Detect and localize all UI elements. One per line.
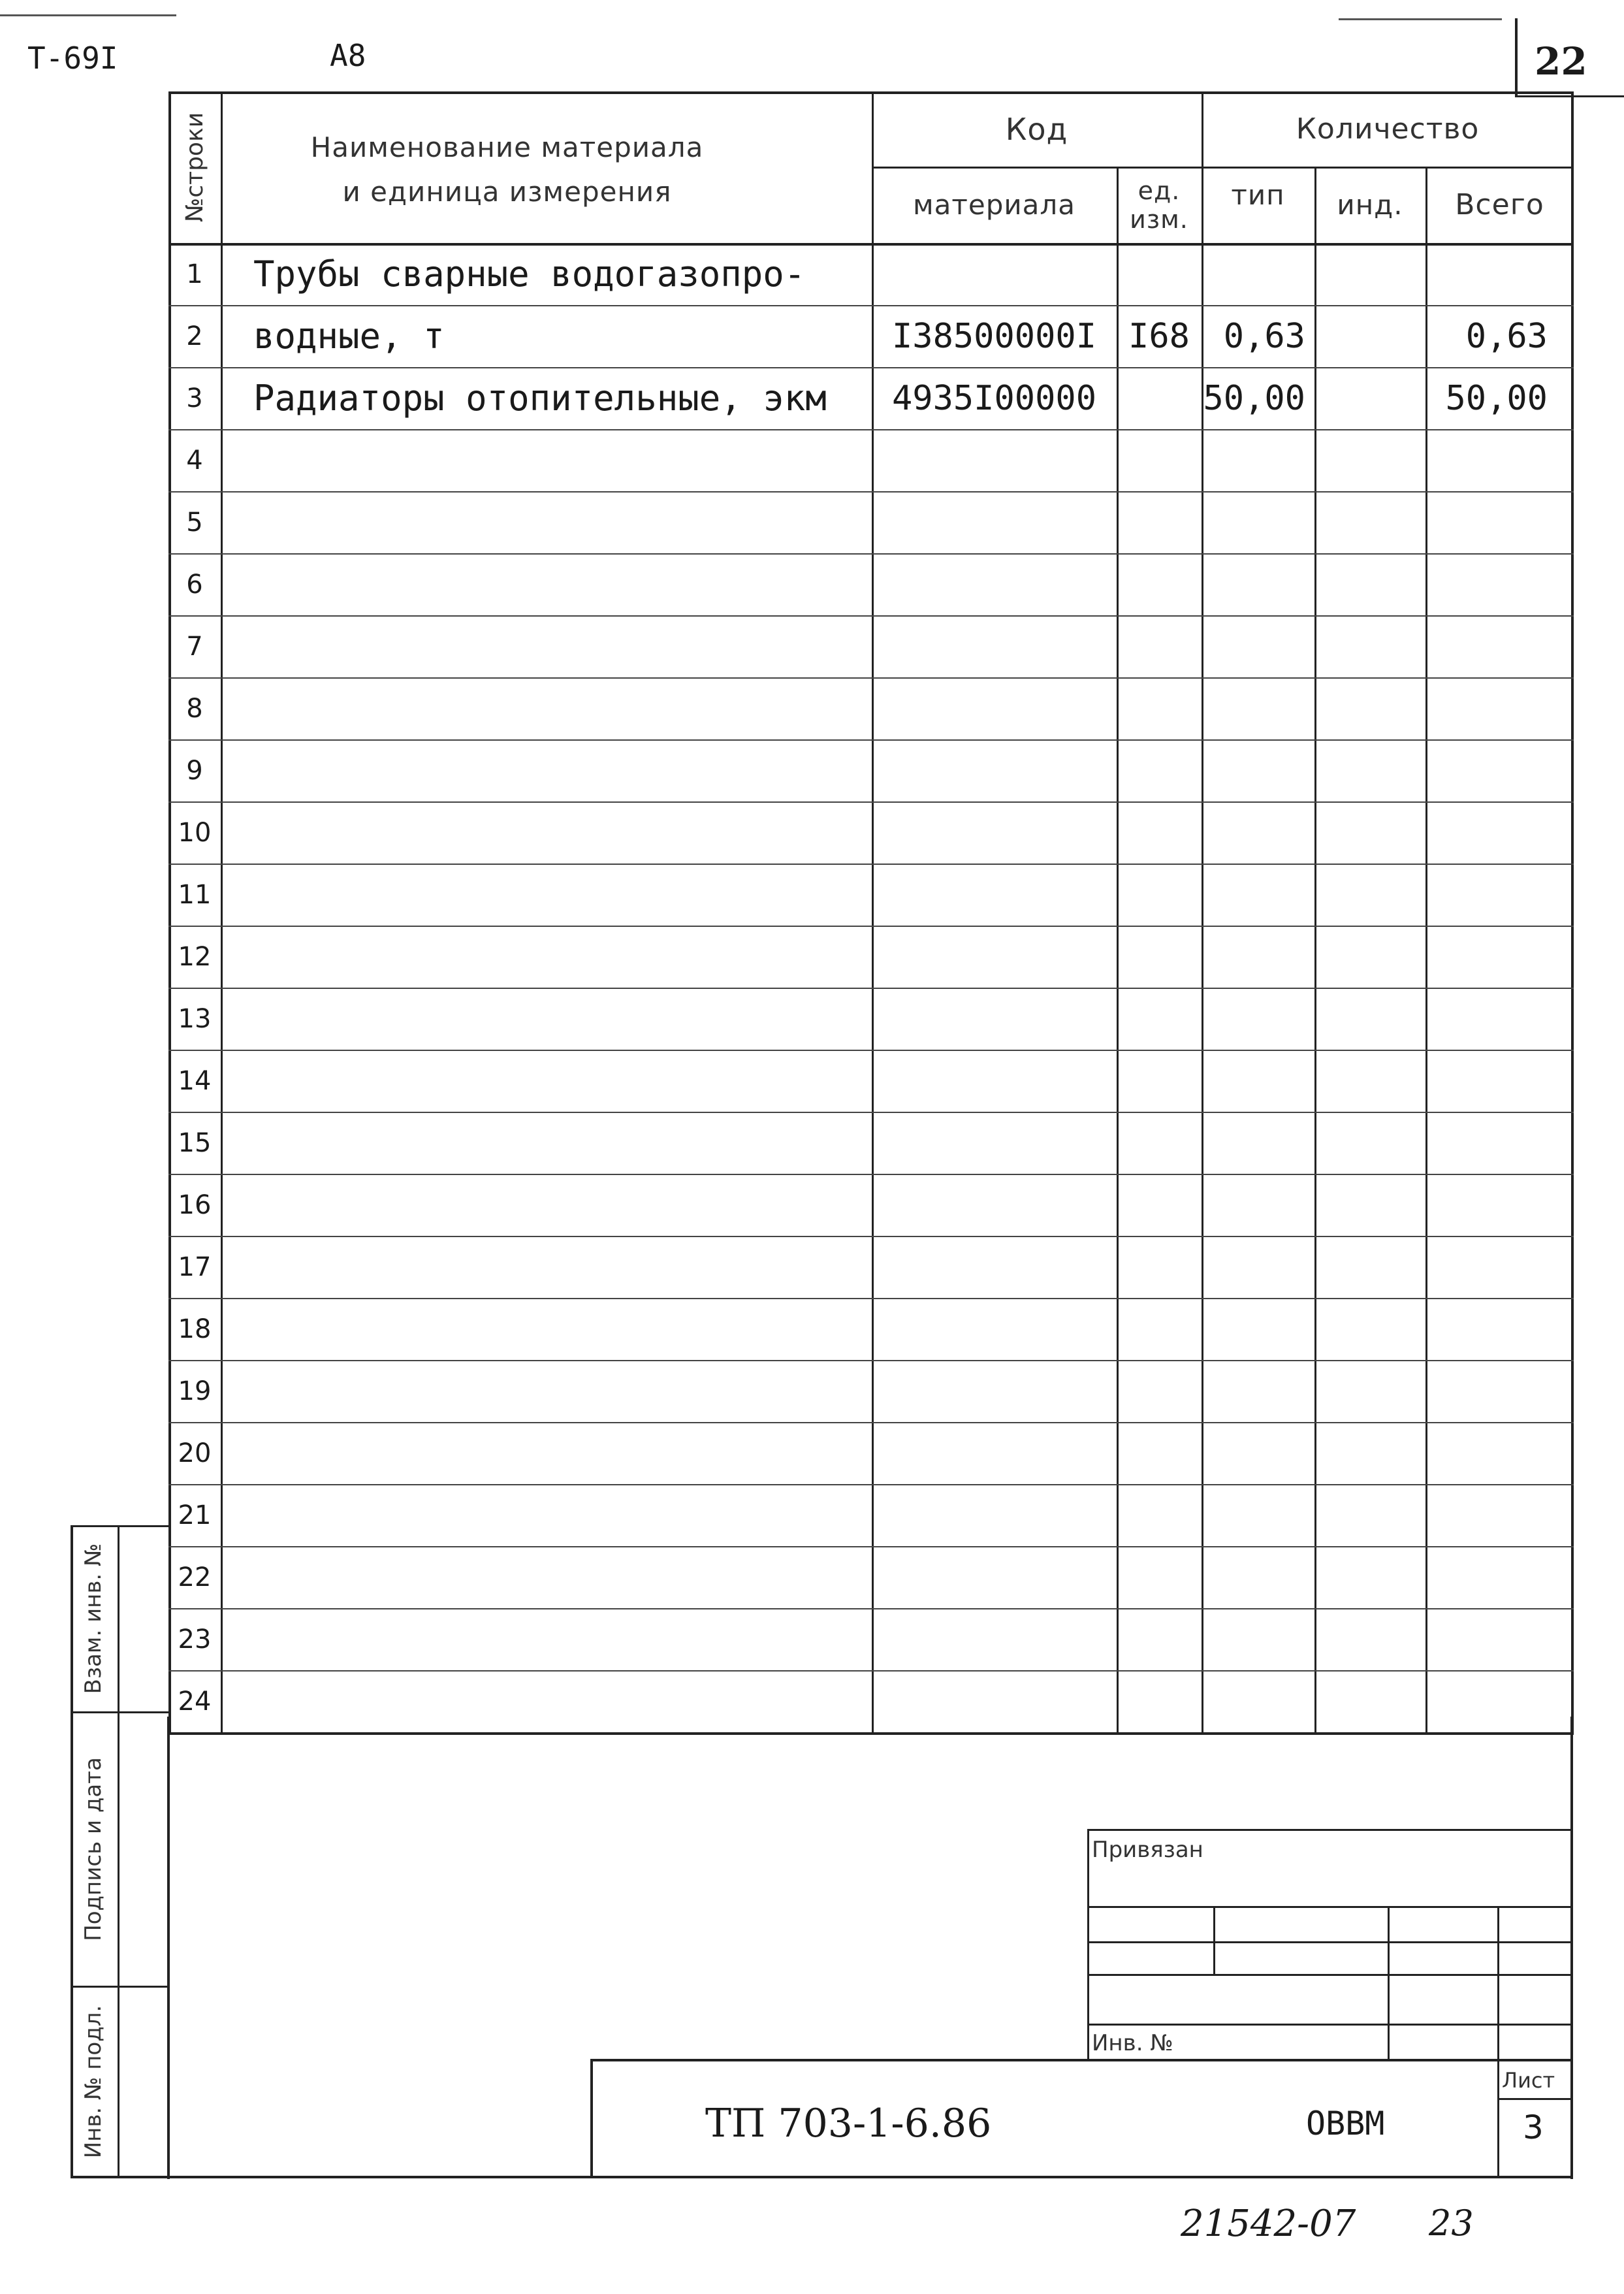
- row-unit-code: [1117, 1670, 1202, 1732]
- row-qty-total: [1425, 1298, 1574, 1360]
- row-qty-typ: [1202, 801, 1314, 864]
- row-qty-total: [1425, 553, 1574, 615]
- row-number: 10: [178, 817, 212, 848]
- row-material-name: [221, 615, 872, 677]
- row-material-name: [221, 1174, 872, 1236]
- row-number: 18: [178, 1314, 212, 1344]
- row-qty-typ: [1202, 1670, 1314, 1732]
- row-qty-total: [1425, 491, 1574, 553]
- row-material-name: [221, 1298, 872, 1360]
- row-qty-typ: [1202, 1546, 1314, 1608]
- corner-sheet-number: 22: [1535, 39, 1587, 84]
- row-qty-typ: [1202, 1112, 1314, 1174]
- row-material-code: [872, 1670, 1117, 1732]
- row-material-code: [872, 1050, 1117, 1112]
- privyazan-label: Привязан: [1092, 1837, 1203, 1863]
- row-qty-ind: [1314, 615, 1425, 677]
- row-qty-ind: [1314, 1112, 1425, 1174]
- row-unit-code: [1117, 926, 1202, 988]
- row-qty-ind: [1314, 1670, 1425, 1732]
- stamp-inv-podl: Инв. № подл.: [80, 2005, 106, 2159]
- row-qty-ind: [1314, 243, 1425, 305]
- row-material-code: [872, 739, 1117, 801]
- row-qty-typ: [1202, 1422, 1314, 1484]
- row-qty-ind: [1314, 1484, 1425, 1546]
- row-material-code: [872, 864, 1117, 926]
- row-unit-code: [1117, 1050, 1202, 1112]
- row-qty-total: [1425, 1360, 1574, 1422]
- row-qty-total: [1425, 677, 1574, 739]
- row-number: 20: [178, 1438, 212, 1468]
- row-material-name: [221, 864, 872, 926]
- row-material-name: [221, 1236, 872, 1298]
- row-qty-total: [1425, 1484, 1574, 1546]
- row-number: 11: [178, 879, 212, 910]
- sheet-value: 3: [1523, 2108, 1544, 2146]
- row-qty-total: 50,00: [1445, 378, 1548, 418]
- row-qty-ind: [1314, 1050, 1425, 1112]
- row-number: 12: [178, 941, 212, 972]
- row-material-name: [221, 1050, 872, 1112]
- row-unit-code: [1117, 988, 1202, 1050]
- row-qty-typ: [1202, 1484, 1314, 1546]
- row-qty-total: [1425, 1422, 1574, 1484]
- row-qty-typ: [1202, 553, 1314, 615]
- row-material-code: [872, 801, 1117, 864]
- row-material-name: [221, 1546, 872, 1608]
- row-material-name: [221, 801, 872, 864]
- row-material-code: [872, 1484, 1117, 1546]
- row-material-name: [221, 429, 872, 491]
- sheet-label: Лист: [1502, 2068, 1555, 2093]
- footer-page-number: 23: [1429, 2203, 1474, 2244]
- row-material-name: Радиаторы отопительные, экм: [253, 378, 827, 419]
- row-qty-typ: [1202, 988, 1314, 1050]
- row-material-code: [872, 1112, 1117, 1174]
- row-qty-typ: [1202, 491, 1314, 553]
- row-material-name: [221, 1112, 872, 1174]
- row-material-code: 4935I00000: [891, 378, 1097, 418]
- row-number: 1: [186, 259, 203, 289]
- row-qty-total: [1425, 1670, 1574, 1732]
- row-qty-typ: [1202, 1608, 1314, 1670]
- row-qty-typ: [1202, 677, 1314, 739]
- row-qty-ind: [1314, 1360, 1425, 1422]
- row-qty-ind: [1314, 677, 1425, 739]
- row-qty-ind: [1314, 1236, 1425, 1298]
- row-qty-ind: [1314, 305, 1425, 367]
- row-qty-typ: 0,63: [1223, 316, 1305, 356]
- row-qty-total: [1425, 926, 1574, 988]
- row-material-name: [221, 739, 872, 801]
- row-unit-code: [1117, 677, 1202, 739]
- header-unit: ед. изм.: [1130, 176, 1188, 234]
- row-number: 22: [178, 1562, 212, 1592]
- row-material-name: [221, 491, 872, 553]
- row-number: 16: [178, 1189, 212, 1220]
- row-qty-typ: [1202, 864, 1314, 926]
- row-number: 17: [178, 1252, 212, 1282]
- header-quantity: Количество: [1296, 112, 1480, 146]
- row-material-name: [221, 1670, 872, 1732]
- row-number: 14: [178, 1065, 212, 1096]
- row-material-code: [872, 1236, 1117, 1298]
- row-qty-total: [1425, 864, 1574, 926]
- row-unit-code: [1117, 739, 1202, 801]
- row-qty-total: [1425, 1546, 1574, 1608]
- row-material-code: [872, 243, 1117, 305]
- row-unit-code: I68: [1128, 316, 1190, 356]
- row-material-code: [872, 926, 1117, 988]
- archive-number: 21542-07: [1181, 2203, 1356, 2245]
- row-material-name: Трубы сварные водогазопро-: [253, 253, 806, 295]
- row-qty-ind: [1314, 1608, 1425, 1670]
- row-qty-ind: [1314, 1298, 1425, 1360]
- row-material-code: [872, 1298, 1117, 1360]
- row-material-code: [872, 553, 1117, 615]
- row-number: 15: [178, 1127, 212, 1158]
- row-material-name: [221, 553, 872, 615]
- row-unit-code: [1117, 1298, 1202, 1360]
- row-material-name: [221, 1484, 872, 1546]
- corner-box-left: [1515, 18, 1518, 97]
- row-material-name: [221, 1422, 872, 1484]
- row-qty-ind: [1314, 864, 1425, 926]
- row-qty-ind: [1314, 801, 1425, 864]
- row-qty-ind: [1314, 926, 1425, 988]
- row-qty-total: 0,63: [1465, 316, 1548, 356]
- header-typ: тип: [1231, 179, 1285, 211]
- row-qty-typ: [1202, 926, 1314, 988]
- row-qty-typ: 50,00: [1203, 378, 1305, 418]
- header-name: Наименование материала и единица измерения: [310, 131, 704, 208]
- row-qty-total: [1425, 801, 1574, 864]
- row-qty-total: [1425, 243, 1574, 305]
- row-unit-code: [1117, 1608, 1202, 1670]
- row-qty-ind: [1314, 429, 1425, 491]
- row-material-code: [872, 1174, 1117, 1236]
- row-qty-total: [1425, 615, 1574, 677]
- row-unit-code: [1117, 1360, 1202, 1422]
- row-unit-code: [1117, 1422, 1202, 1484]
- row-material-code: [872, 1608, 1117, 1670]
- header-material: материала: [912, 189, 1075, 221]
- row-qty-ind: [1314, 1546, 1425, 1608]
- document-mark: ОВВМ: [1306, 2105, 1385, 2142]
- row-material-name: [221, 1360, 872, 1422]
- row-material-code: I38500000I: [891, 316, 1097, 356]
- row-qty-ind: [1314, 988, 1425, 1050]
- row-material-code: [872, 615, 1117, 677]
- row-material-name: [221, 926, 872, 988]
- row-material-code: [872, 1360, 1117, 1422]
- row-unit-code: [1117, 801, 1202, 864]
- row-qty-ind: [1314, 553, 1425, 615]
- row-qty-ind: [1314, 491, 1425, 553]
- row-unit-code: [1117, 864, 1202, 926]
- row-unit-code: [1117, 1236, 1202, 1298]
- stamp-vzam-inv: Взам. инв. №: [80, 1543, 106, 1694]
- document-code: Т-69I: [27, 40, 118, 76]
- table-border-bottom: [168, 1732, 1574, 1735]
- row-qty-ind: [1314, 367, 1425, 429]
- row-qty-total: [1425, 1236, 1574, 1298]
- row-material-code: [872, 988, 1117, 1050]
- row-qty-typ: [1202, 615, 1314, 677]
- row-material-code: [872, 429, 1117, 491]
- row-qty-typ: [1202, 243, 1314, 305]
- row-material-code: [872, 1422, 1117, 1484]
- row-unit-code: [1117, 553, 1202, 615]
- row-qty-total: [1425, 429, 1574, 491]
- row-material-name: [221, 988, 872, 1050]
- row-qty-total: [1425, 988, 1574, 1050]
- row-qty-total: [1425, 1608, 1574, 1670]
- row-qty-total: [1425, 1112, 1574, 1174]
- row-number: 13: [178, 1003, 212, 1034]
- row-unit-code: [1117, 243, 1202, 305]
- row-unit-code: [1117, 367, 1202, 429]
- row-qty-typ: [1202, 1360, 1314, 1422]
- row-qty-typ: [1202, 739, 1314, 801]
- header-row-number: №строки: [181, 112, 208, 223]
- row-number: 23: [178, 1624, 212, 1655]
- row-unit-code: [1117, 1546, 1202, 1608]
- row-qty-ind: [1314, 1174, 1425, 1236]
- row-number: 3: [186, 383, 203, 413]
- inv-no-label: Инв. №: [1092, 2030, 1173, 2056]
- row-number: 6: [186, 569, 203, 600]
- row-material-code: [872, 677, 1117, 739]
- row-material-name: водные, т: [253, 315, 445, 357]
- row-qty-typ: [1202, 1236, 1314, 1298]
- row-number: 7: [186, 631, 203, 662]
- row-number: 4: [186, 445, 203, 476]
- row-qty-ind: [1314, 1422, 1425, 1484]
- row-number: 5: [186, 507, 203, 538]
- row-qty-typ: [1202, 1174, 1314, 1236]
- row-qty-typ: [1202, 1298, 1314, 1360]
- row-unit-code: [1117, 615, 1202, 677]
- format-label: А8: [330, 38, 366, 73]
- row-qty-typ: [1202, 429, 1314, 491]
- top-rule-left: [0, 14, 176, 16]
- stamp-podpis-data: Подпись и дата: [80, 1757, 106, 1941]
- header-code: Код: [1005, 111, 1068, 147]
- project-code: ТП 703-1-6.86: [705, 2101, 992, 2146]
- row-number: 19: [178, 1376, 212, 1406]
- row-unit-code: [1117, 491, 1202, 553]
- header-ind: инд.: [1337, 189, 1403, 221]
- row-number: 2: [186, 321, 203, 351]
- row-number: 21: [178, 1500, 212, 1530]
- row-qty-total: [1425, 739, 1574, 801]
- row-unit-code: [1117, 1484, 1202, 1546]
- row-qty-typ: [1202, 1050, 1314, 1112]
- row-material-name: [221, 677, 872, 739]
- header-total: Всего: [1455, 188, 1544, 221]
- row-unit-code: [1117, 1112, 1202, 1174]
- row-material-code: [872, 1546, 1117, 1608]
- row-number: 8: [186, 693, 203, 724]
- row-number: 9: [186, 755, 203, 786]
- row-qty-ind: [1314, 739, 1425, 801]
- row-material-name: [221, 1608, 872, 1670]
- row-material-code: [872, 491, 1117, 553]
- row-unit-code: [1117, 1174, 1202, 1236]
- row-qty-total: [1425, 1174, 1574, 1236]
- top-rule-right: [1339, 18, 1502, 20]
- row-qty-total: [1425, 1050, 1574, 1112]
- row-unit-code: [1117, 429, 1202, 491]
- row-number: 24: [178, 1686, 212, 1717]
